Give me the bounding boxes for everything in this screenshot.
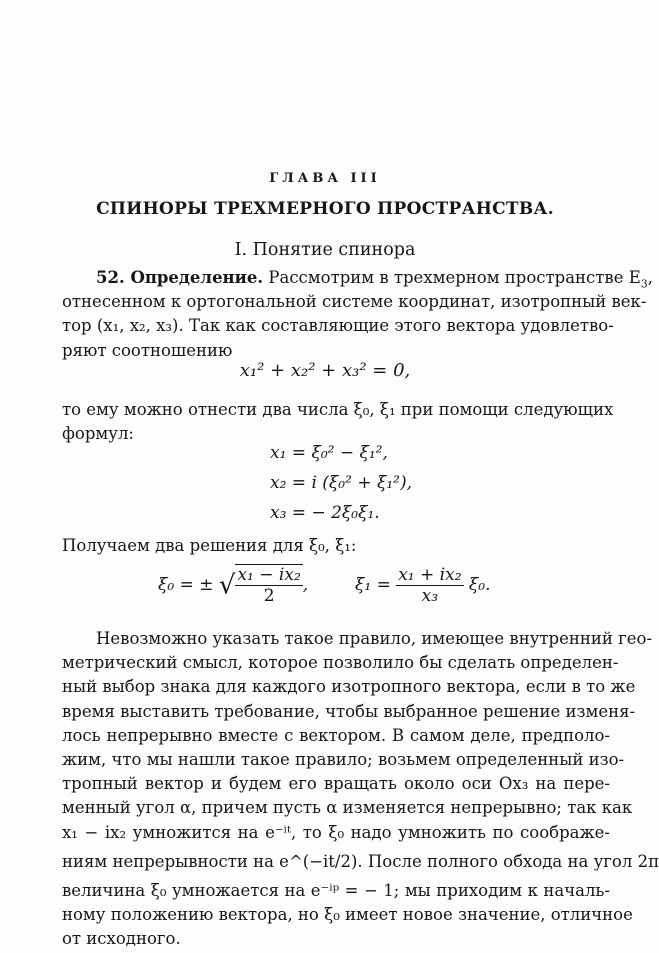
para4-line1: Невозможно указать такое правило, имеющее внутренний гео- (96, 629, 653, 648)
xi0-lhs: ξ₀ = ± (158, 575, 214, 595)
para1-line1: Рассмотрим в трехмерном пространстве E (268, 268, 641, 287)
xi1-tail: ξ₀. (468, 575, 491, 595)
para1-line1-end: , (647, 268, 654, 287)
para4-line12: ному положению вектора, но ξ₀ имеет новое значение, отличное (62, 904, 633, 924)
formula-x1: x₁ = ξ₀² − ξ₁², (270, 443, 388, 463)
para4-line3: ный выбор знака для каждого изотропного вектора, если в то же (62, 677, 636, 697)
para4-line11: величина ξ₀ умножается на e⁻ⁱᵖ = − 1; мы приходим к началь- (62, 880, 610, 900)
chapter-label: ГЛАВА III (269, 171, 381, 186)
square-root (219, 564, 303, 606)
para4-line13: от исходного. (62, 929, 181, 949)
spinor-formulas (270, 438, 412, 528)
radical-sign-icon: √ (218, 570, 236, 601)
definition-heading: 52. Определение. (96, 268, 264, 287)
xi1-numerator: x₁ + ix₂ (398, 564, 462, 585)
para4-line8: менный угол α, причем пусть α изменяется непрерывно; так как (62, 798, 633, 818)
chapter-title: СПИНОРЫ ТРЕХМЕРНОГО ПРОСТРАНСТВА. (96, 199, 554, 219)
para4-line5: лось непрерывно вместе с вектором. В самом деле, предполо- (62, 725, 610, 745)
para4-line4: время выставить требование, чтобы выбранное решение изменя- (62, 701, 636, 721)
solutions-formula: ξ₀ = ± √ $\frac{\text{x₁ − ix₂}}{2}$ , ξ₁ = $\frac{\text{x₁ + ix₂}}{\text{x₃}}$ ξ₀. (158, 564, 491, 606)
para4-line10: ниям непрерывности на e^(−it/2). После полного обхода на угол 2π (62, 851, 659, 871)
xi1-lhs: ξ₁ = (354, 575, 391, 595)
xi0-numerator: x₁ − ix₂ (237, 565, 301, 585)
para2-line2: формул: (62, 424, 134, 444)
isotropic-equation: x₁² + x₂² + x₃² = 0, (239, 360, 411, 381)
para1-line4: ряют соотношению (62, 340, 233, 360)
formula-x3: x₃ = − 2ξ₀ξ₁. (270, 503, 380, 523)
xi1-denominator: x₃ (421, 585, 439, 606)
para4-line6: жим, что мы нашли такое правило; возьмем определенный изо- (62, 749, 625, 769)
para1-line2: отнесенном к ортогональной системе координат, изотропный век- (62, 292, 647, 312)
xi0-denominator: 2 (263, 586, 275, 606)
para3-line: Получаем два решения для ξ₀, ξ₁: (62, 536, 357, 555)
para4-line9: x₁ − ix₂ умножится на e⁻ⁱᵗ, то ξ₀ надо умножить по соображе- (62, 822, 610, 842)
continuity-paragraph (62, 627, 659, 951)
solutions-intro (62, 534, 610, 558)
para1-line3: тор (x₁, x₂, x₃). Так как составляющие этого вектора удовлетво- (62, 316, 614, 336)
para1-line1-sub: 3 (640, 277, 648, 291)
formula-x2: x₂ = i (ξ₀² + ξ₁²), (270, 473, 413, 493)
para4-line2: метрический смысл, которое позволило бы сделать определен- (62, 653, 619, 673)
section-title: I. Понятие спинора (234, 240, 416, 260)
para4-line7: тропный вектор и будем его вращать около оси Ox₃ на пере- (62, 774, 610, 794)
definition-paragraph (62, 266, 654, 363)
para2-line1: то ему можно отнести два числа ξ₀, ξ₁ при помощи следующих (62, 400, 614, 419)
